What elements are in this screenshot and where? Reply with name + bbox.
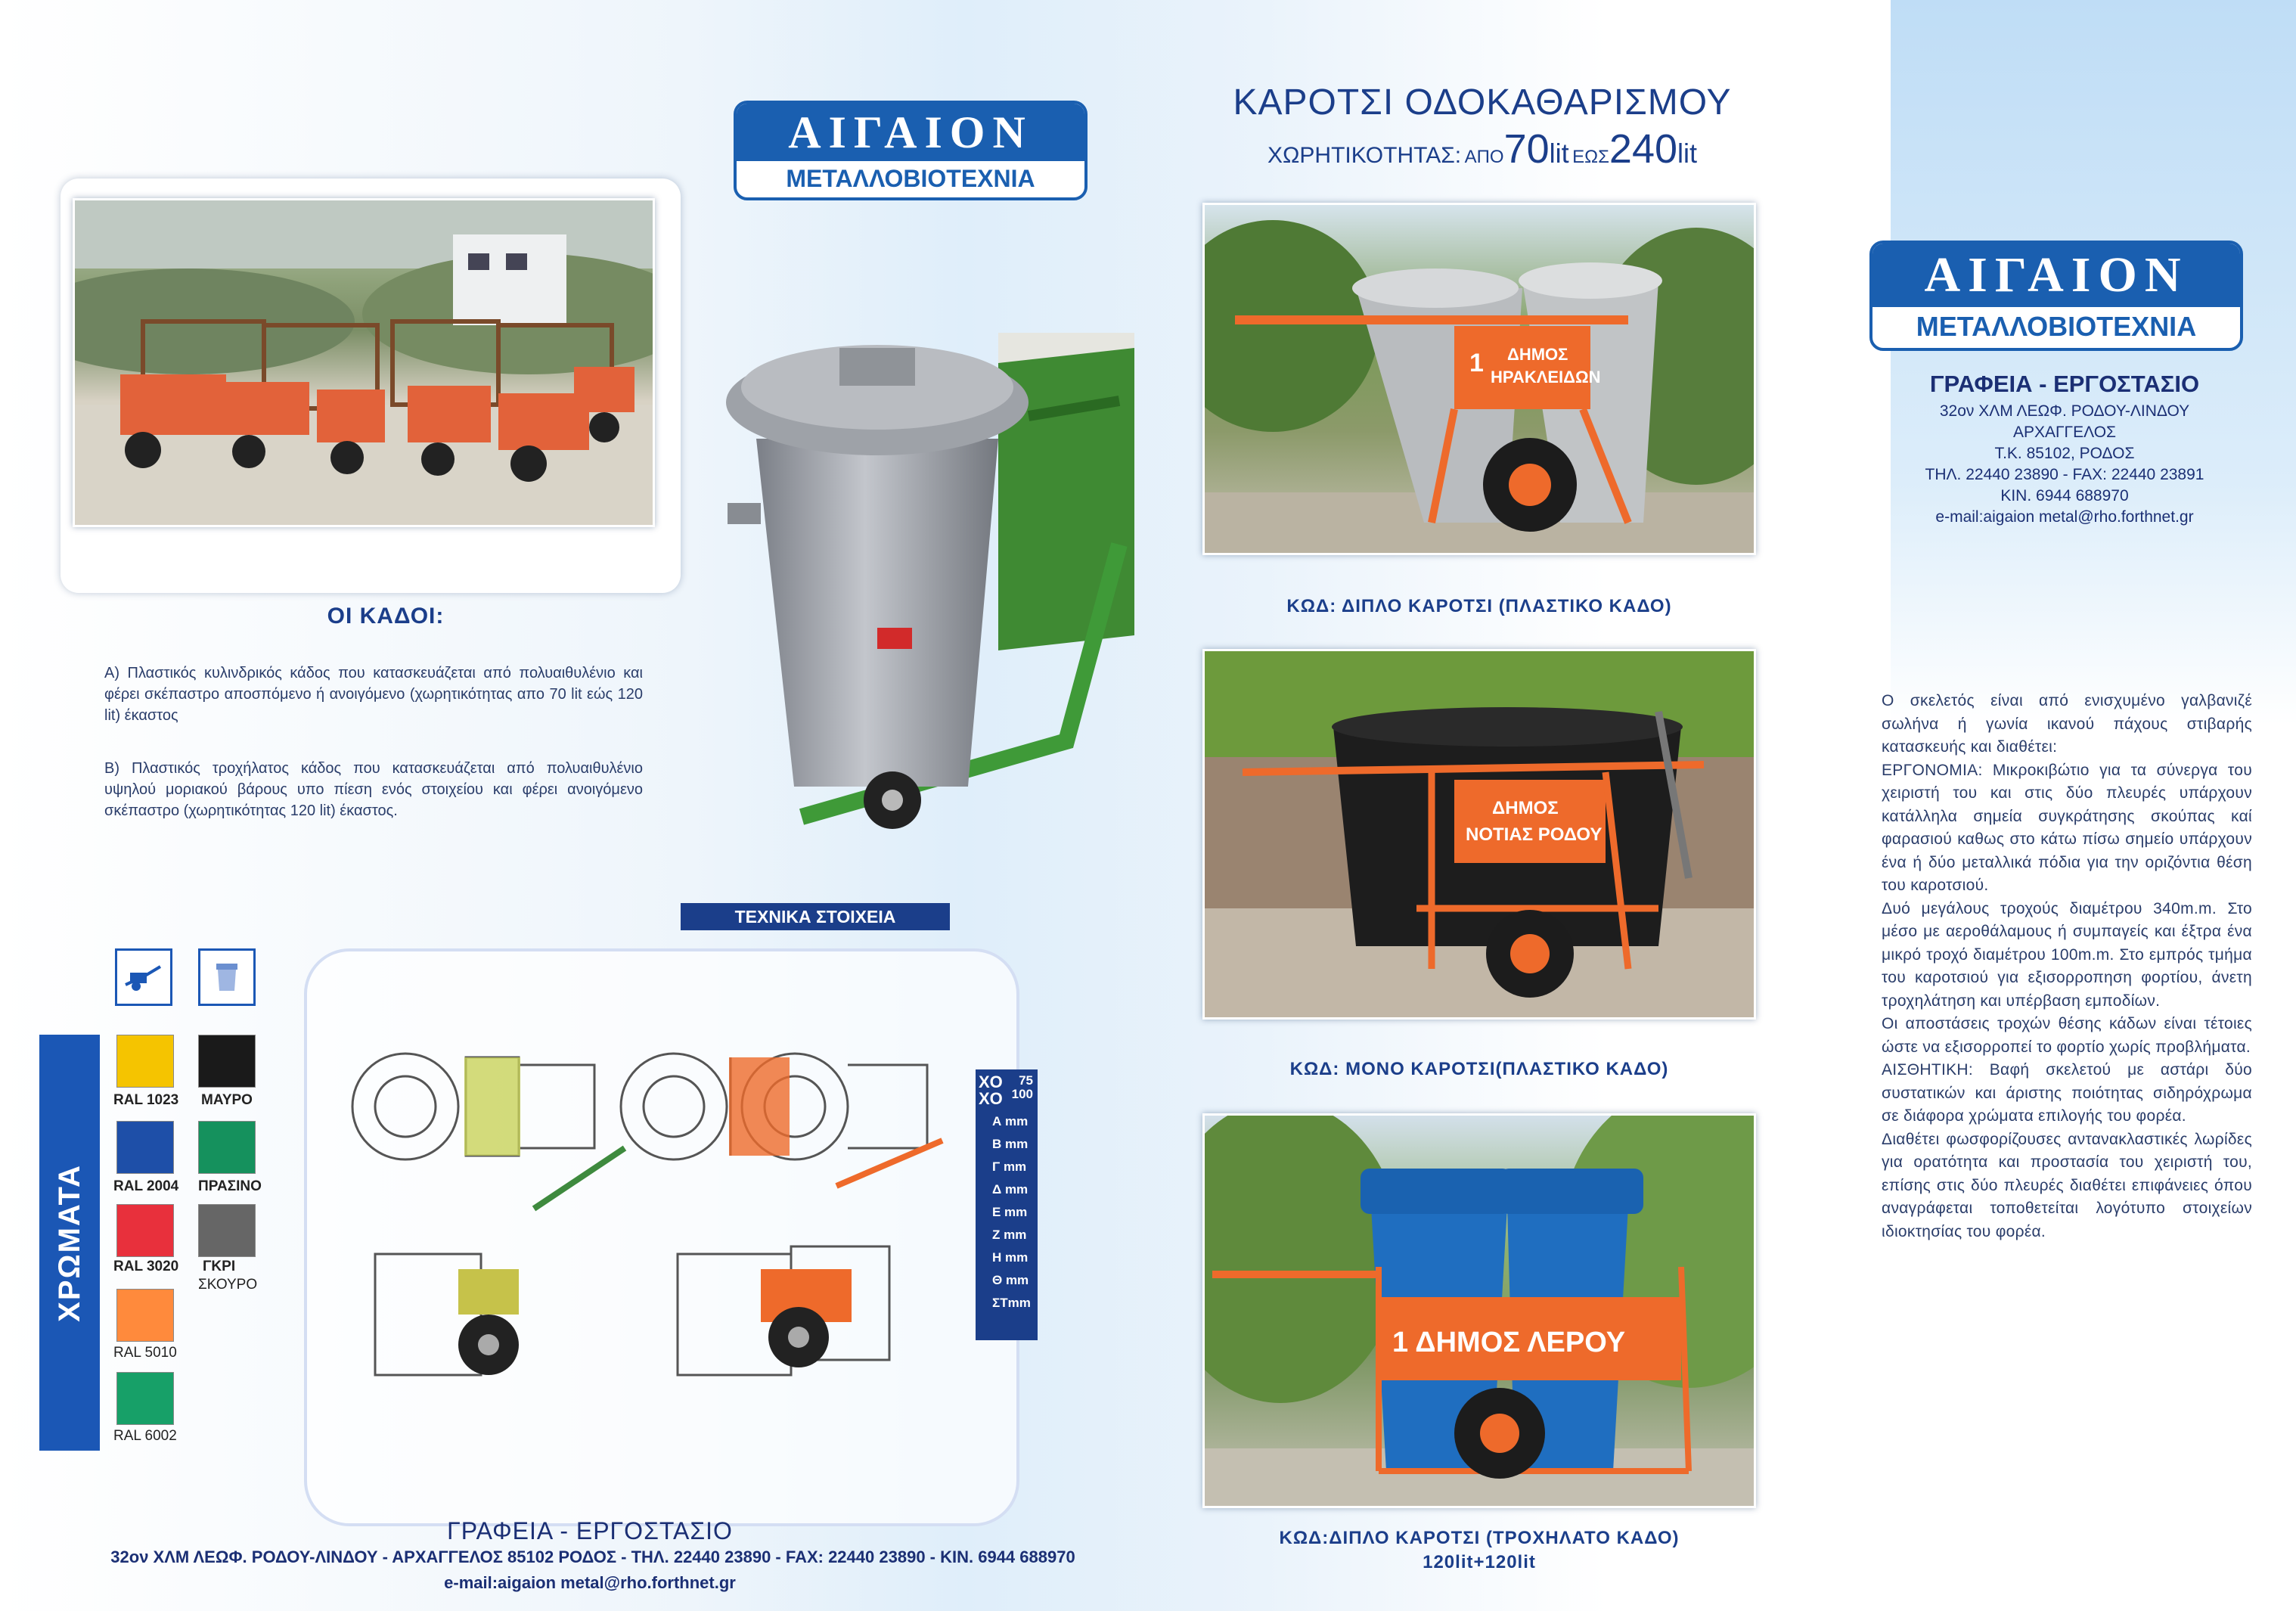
description-paragraph: ΑΙΣΘΗΤΙΚΗ: Βαφή σκελετού με αστάρι δύο συστατικών και άριστης ποιότητας σιδηρόχρωμα σε διάφορα χρώματα επιλογής του φορέα. <box>1882 1061 2252 1125</box>
product2-sign-line2: ΝΟΤΙΑΣ ΡΟΔΟΥ <box>1466 824 1603 845</box>
bins-heading: ΟΙ ΚΑΔΟΙ: <box>327 604 445 629</box>
contact-email: e-mail:aigaion metal@rho.forthnet.gr <box>1935 508 2194 526</box>
tech-row: Δ mm <box>992 1182 1029 1197</box>
description-paragraph: ΕΡΓΟΝΟΜΙΑ: Μικροκιβώτιο για τα σύνεργα του χειριστή του και στις δύο πλευρές υπάρχουν κατάλληλα σημεία συγκράτησης σκούπας καί φαρασιού καθως στο κάτω πίσω σημείο υπάρχουν ένα ή δύο μεταλλικά πόδια για την οριζόντια θέση του καροτσιού. <box>1882 761 2252 894</box>
bins-text-a: Α) Πλαστικός κυλινδρικός κάδος που κατασκευάζεται από πολυαιθυλένιο και φέρει σκέπαστρο αποσπόμενο ή ανοιγόμενο (χωρητικότητας απο 70 lit εώς 120 lit) έκαστος <box>104 665 643 724</box>
tech-label: ΤΕΧΝΙΚΑ ΣΤΟΙΧΕΙΑ <box>681 903 950 930</box>
footer-heading: ΓΡΑΦΕΙΑ - ΕΡΓΟΣΤΑΣΙΟ <box>447 1517 733 1544</box>
color-label-ral6002: RAL 6002 <box>113 1428 177 1444</box>
contact-phone: ΤΗΛ. 22440 23890 - FAX: 22440 23891 <box>1925 466 2204 483</box>
capacity-from-value: 70 <box>1503 126 1550 172</box>
product1-caption: ΚΩΔ: ΔΙΠΛΟ ΚΑΡΟΤΣΙ (ΠΛΑΣΤΙΚΟ ΚΑΔΟ) <box>1286 596 1672 616</box>
color-swatch-ral2004[interactable] <box>116 1121 174 1174</box>
page-title: ΚΑΡΟΤΣΙ ΟΔΟΚΑΘΑΡΙΣΜΟΥ <box>1233 82 1732 123</box>
product3-sign: 1 ΔΗΜΟΣ ΛΕΡΟΥ <box>1392 1327 1626 1358</box>
tech-head1: ΧΟ <box>979 1072 1003 1091</box>
description-paragraph: Ο σκελετός είναι από ενισχυμένο γαλβανιζέ σωλήνα ή γωνία ικανού πάχους στιβαρής κατασκευής και διαθέτει: <box>1882 692 2252 756</box>
color-swatch-dark-grey[interactable] <box>198 1204 256 1257</box>
product2-caption: ΚΩΔ: ΜΟΝΟ ΚΑΡΟΤΣΙ(ΠΛΑΣΤΙΚΟ ΚΑΔΟ) <box>1289 1059 1669 1079</box>
footer-address-mid: 0 <box>916 1547 926 1566</box>
tech-drawings-frame <box>304 948 1019 1526</box>
color-swatch-ral1023[interactable] <box>116 1035 174 1088</box>
tech-rows <box>976 1110 1038 1315</box>
lot-photo <box>73 198 655 527</box>
color-label-ral1023: RAL 1023 <box>113 1092 179 1108</box>
colors-title: ΧΡΩΜΑΤΑ <box>52 1163 86 1322</box>
tech-head2: ΧΟ <box>979 1089 1003 1108</box>
product-photo-double-plastic <box>1202 203 1756 555</box>
capacity-label: ΧΩΡΗΤΙΚΟΤΗΤΑΣ: <box>1267 143 1462 168</box>
product1-sign-line1: ΔΗΜΟΣ <box>1507 345 1568 364</box>
tech-row: Β mm <box>992 1137 1029 1151</box>
grey-bin-photo <box>711 318 1134 900</box>
tech-row: Ε mm <box>992 1205 1028 1219</box>
brand-subtitle-right: ΜΕΤΑΛΛΟΒΙΟΤΕΧΝΙΑ <box>1916 311 2197 342</box>
color-swatch-ral3020[interactable] <box>116 1204 174 1257</box>
product2-sign-line1: ΔΗΜΟΣ <box>1492 798 1559 818</box>
color-swatch-green[interactable] <box>198 1121 256 1174</box>
color-label-green: ΠΡΑΣΙΝΟ <box>198 1178 262 1194</box>
contact-block <box>1876 401 2254 528</box>
color-label-dark-grey-2: ΣΚΟΥΡΟ <box>198 1277 258 1293</box>
color-label-ral3020: RAL 3020 <box>113 1259 179 1274</box>
bins-text-b: Β) Πλαστικός τροχήλατος κάδος που κατασκευάζεται από πολυαιθυλένιο υψηλού μοριακού βάρους υπο πίεση ενός στοιχείου και φέρει ανοιγόμενο σκέπαστρο (χωρητικότητας 120 lit) έκαστος. <box>104 760 643 819</box>
color-label-ral5010: RAL 5010 <box>113 1345 177 1361</box>
tech-row: Α mm <box>992 1114 1029 1128</box>
brand-name-right: ΑΙΓΑΙΟΝ <box>1872 244 2240 307</box>
cart-type-icon <box>115 948 172 1006</box>
color-label-ral2004: RAL 2004 <box>113 1178 179 1194</box>
footer-address-text: 32ον ΧΛΜ ΛΕΩΦ. ΡΟΔΟΥ-ΛΙΝΔΟΥ - ΑΡΧΑΓΓΕΛΟΣ 85102 ΡΟΔΟΣ - ΤΗΛ. 22440 23890 - FAX: 22440 2389 <box>110 1547 917 1566</box>
tech-row: ΣΤmm <box>992 1296 1031 1310</box>
brand-name: ΑΙΓΑΙΟΝ <box>737 104 1084 161</box>
contact-heading: ΓΡΑΦΕΙΑ - ΕΡΓΟΣΤΑΣΙΟ <box>1929 371 2200 397</box>
contact-address: 32ον ΧΛΜ ΛΕΩΦ. ΡΟΔΟΥ-ΛΙΝΔΟΥ <box>1939 402 2190 420</box>
color-swatch-ral6002[interactable] <box>116 1372 174 1425</box>
tech-head1-value: 75 <box>1019 1073 1033 1088</box>
tech-row: Η mm <box>992 1250 1029 1265</box>
capacity-from-unit: lit <box>1549 138 1569 169</box>
product1-sign-line2: ΗΡΑΚΛΕΙΔΩΝ <box>1491 368 1601 386</box>
brand-logo <box>734 101 1087 200</box>
description-paragraph: Οι αποστάσεις τροχών θέσης κάδων είναι τέτοιες ώστε να εξισορροπεί το φορτίο χωρίς προβλήματα. <box>1882 1015 2252 1056</box>
brand-subtitle: ΜΕΤΑΛΛΟΒΙΟΤΕΧΝΙΑ <box>786 165 1035 192</box>
product3-caption-capacity: 120lit+120lit <box>1423 1552 1536 1572</box>
tech-row: Θ mm <box>992 1273 1029 1287</box>
tech-table <box>976 1069 1038 1340</box>
colors-sidebar <box>39 1035 100 1451</box>
contact-postcode: Τ.Κ. 85102, ΡΟΔΟΣ <box>1994 445 2135 462</box>
tech-row: Γ mm <box>992 1159 1027 1174</box>
capacity-to: ΕΩΣ <box>1572 147 1609 167</box>
product1-sign-number: 1 <box>1469 349 1484 377</box>
contact-town: ΑΡΧΑΓΓΕΛΟΣ <box>2012 424 2117 441</box>
capacity-to-value: 240 <box>1609 126 1678 172</box>
brand-logo-right <box>1869 241 2243 351</box>
footer-address <box>41 1547 1145 1567</box>
footer-email: e-mail:aigaion metal@rho.forthnet.gr <box>444 1573 736 1592</box>
color-swatch-ral5010[interactable] <box>116 1289 174 1342</box>
footer-address-end: - ΚΙΝ. 6944 688970 <box>925 1547 1075 1566</box>
description-paragraph: Δυό μεγάλους τροχούς διαμέτρου 340m.m. Στο μέσο με αεροθάλαμους ή συμπαγείς και έξτρα ένα μικρό τροχό διαμέτρου 100m.m. Στο εμπρός τμήμα του καροτσιού για εξισορροπηση φορτίου, άνετη τροχηλάτηση και υπέρβαση εμποδίων. <box>1882 899 2252 1010</box>
capacity-from: ΑΠΟ <box>1464 147 1504 167</box>
capacity-line <box>1210 126 1755 172</box>
product-photo-double-wheeled <box>1202 1113 1756 1508</box>
product-photo-single-plastic <box>1202 649 1756 1020</box>
product3-caption: ΚΩΔ:ΔΙΠΛΟ ΚΑΡΟΤΣΙ (ΤΡΟΧΗΛΑΤΟ ΚΑΔΟ) <box>1279 1528 1680 1548</box>
description <box>1882 690 2252 1243</box>
color-label-dark-grey: ΓΚΡΙ <box>203 1259 236 1274</box>
tech-head2-value: 100 <box>1011 1087 1033 1101</box>
color-swatch-black[interactable] <box>198 1035 256 1088</box>
contact-mobile: ΚΙΝ. 6944 688970 <box>2000 487 2129 504</box>
capacity-to-unit: lit <box>1677 138 1698 169</box>
description-paragraph: Διαθέτει φωσφορίζουσες αντανακλαστικές λωρίδες για ορατότητα και προστασία του χειριστή του, επίσης στις δύο πλευρές διαθέτει επιφάνειες όπου αναγράφεται τοποθετείται λογότυπο στοιχείων ιδιοκτησίας του φορέα. <box>1882 1130 2252 1240</box>
tech-row: Ζ mm <box>992 1228 1027 1242</box>
color-label-black: ΜΑΥΡΟ <box>201 1092 253 1108</box>
bin-type-icon <box>198 948 256 1006</box>
